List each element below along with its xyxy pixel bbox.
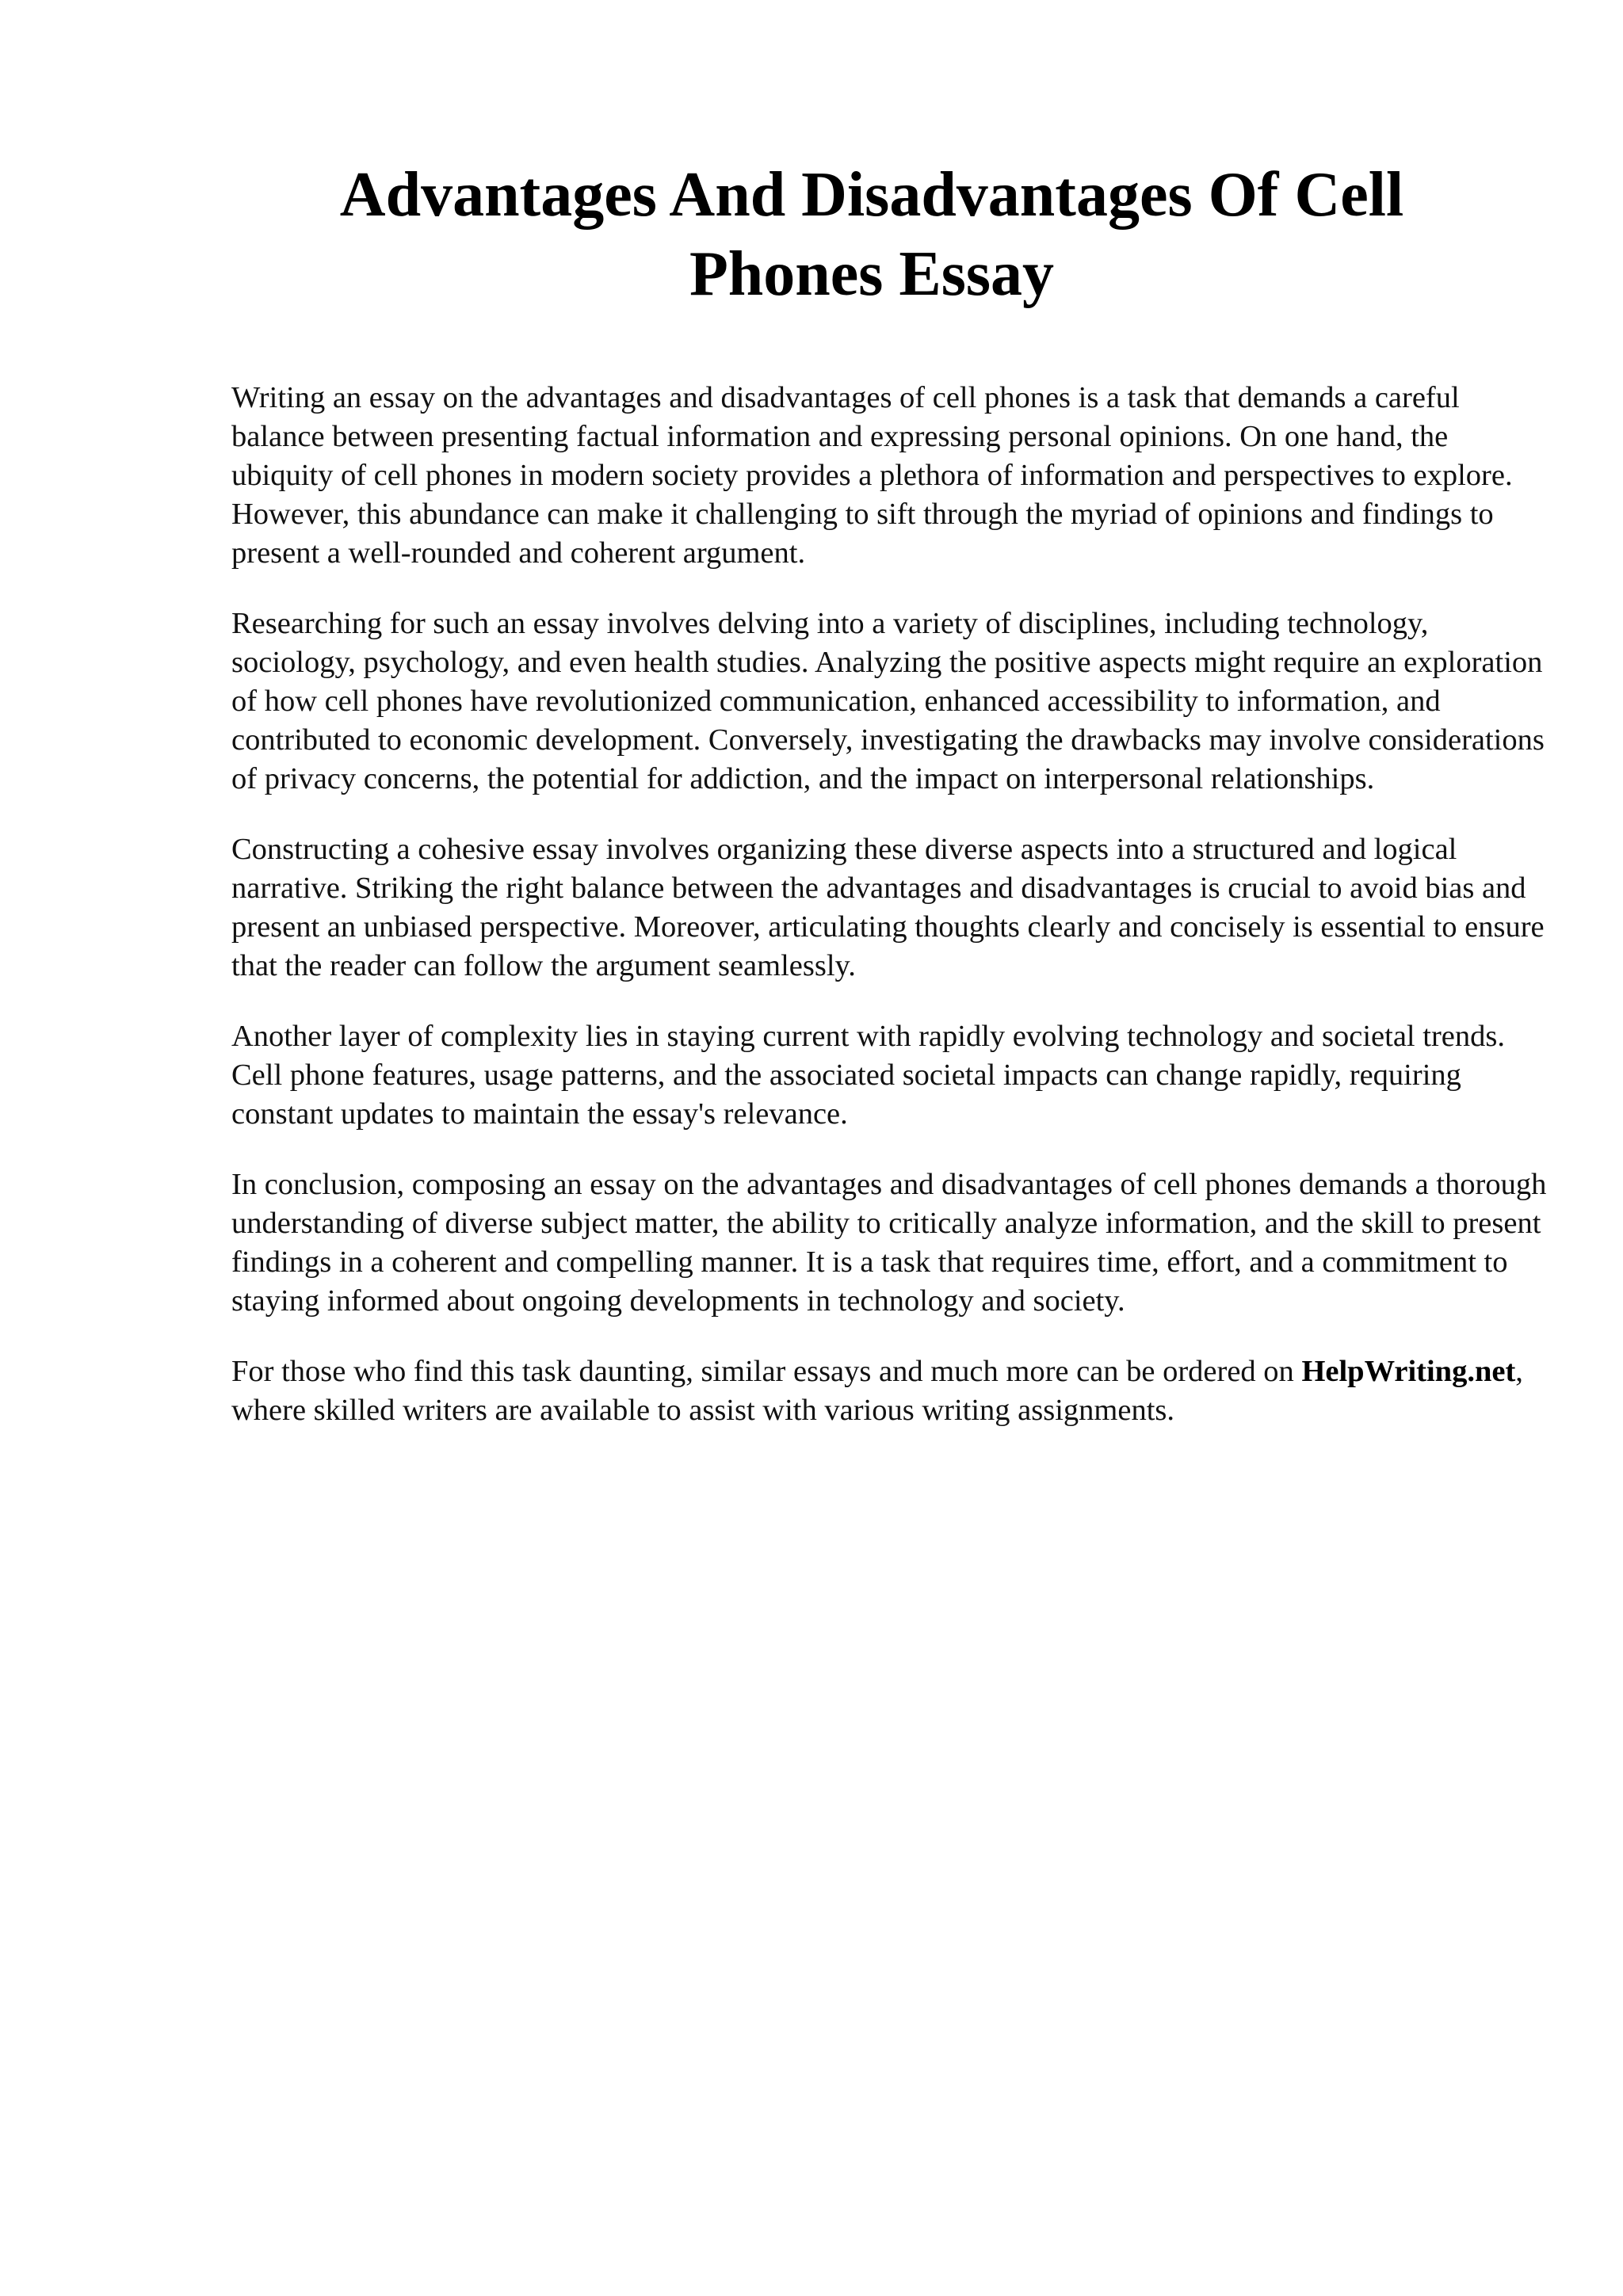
essay-body (231, 379, 1555, 1462)
page-title: Advantages And Disadvantages Of Cell Phones Essay (339, 160, 1404, 309)
paragraph-closing (231, 1352, 1555, 1430)
brand-name: HelpWriting.net (1301, 1355, 1516, 1388)
paragraph-complexity: Another layer of complexity lies in staying current with rapidly evolving technology and societal trends. Cell phone features, usage patterns, and the associated societal impacts can change rapidly, requiring constant updates to maintain the essay's relevance. (231, 1020, 1505, 1131)
paragraph-conclusion: In conclusion, composing an essay on the advantages and disadvantages of cell phones demands a thorough understanding of diverse subject matter, the ability to critically analyze information, and the skill to present findings in a coherent and compelling manner. It is a task that requires time, effort, and a commitment to staying informed about ongoing developments in technology and society. (231, 1168, 1547, 1318)
paragraph-research: Researching for such an essay involves delving into a variety of disciplines, including technology, sociology, psychology, and even health studies. Analyzing the positive aspects might require an exploration of how cell phones have revolutionized communication, enhanced accessibility to information, and contributed to economic development. Conversely, investigating the drawbacks may involve considerations of privacy concerns, the potential for addiction, and the impact on interpersonal relationships. (231, 607, 1545, 795)
closing-text-before: For those who find this task daunting, similar essays and much more can be ordered on (231, 1355, 1302, 1388)
closing-text-after: , where skilled writers are available to assist with various writing assignments. (231, 1355, 1523, 1427)
paragraph-structure: Constructing a cohesive essay involves organizing these diverse aspects into a structured and logical narrative. Striking the right balance between the advantages and disadvantages is crucial to avoid bias and present an unbiased perspective. Moreover, articulating thoughts clearly and concisely is essential to ensure that the reader can follow the argument seamlessly. (231, 833, 1545, 982)
paragraph-intro: Writing an essay on the advantages and disadvantages of cell phones is a task that demands a careful balance between presenting factual information and expressing personal opinions. On one hand, the ubiquity of cell phones in modern society provides a plethora of information and perspectives to explore. However, this abundance can make it challenging to sift through the myriad of opinions and findings to present a well-rounded and coherent argument. (231, 381, 1513, 570)
